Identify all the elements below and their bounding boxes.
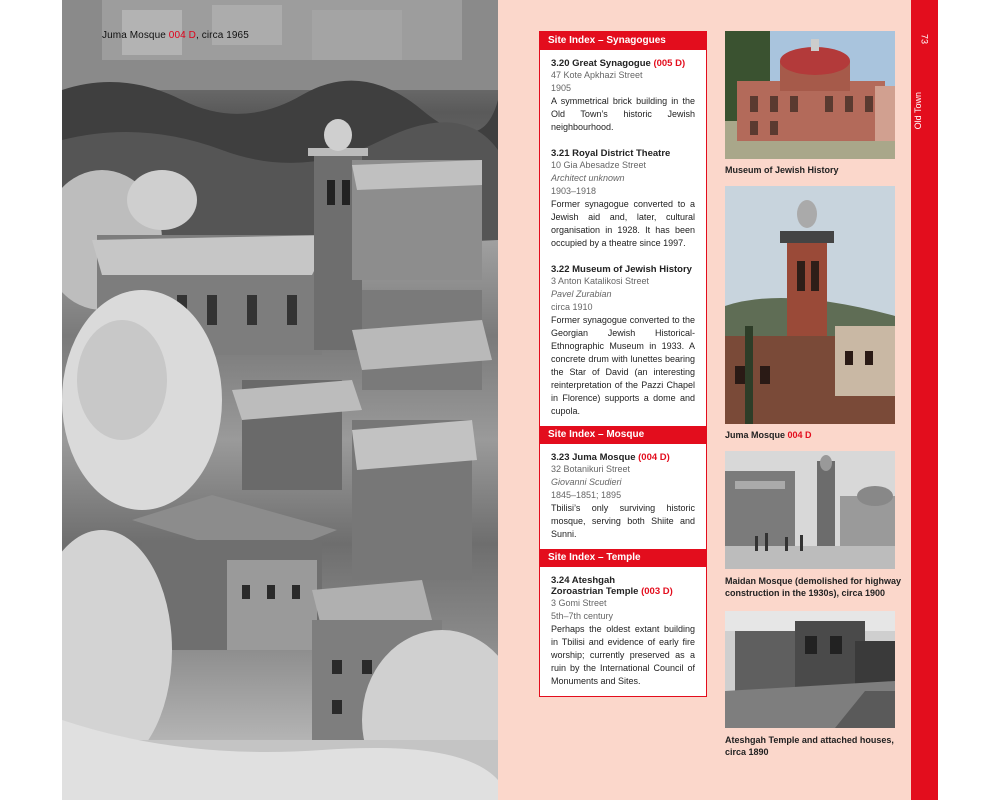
- old-town-photo-art: [62, 0, 498, 800]
- site-index: [539, 31, 707, 697]
- mosque-caption-ref: 004 D: [787, 430, 812, 440]
- index-section-mosque: [540, 444, 706, 549]
- page-number: 73: [919, 33, 930, 44]
- entry-description: Former synagogue converted to a Jewish aid and, later, cultural organisation in 1928. It has been occupied by a theatre since 1997.: [551, 199, 695, 248]
- entry-description: Former synagogue converted to the Georgian Jewish Historical-Ethnographic Museum in 1933. A concrete drum with lunettes bearing the Star of David (an interesting reinterpretation of the Pazzi Chapel in Florence) supports a dome and cupola.: [551, 315, 695, 416]
- entry-title: 3.24 Ateshgah: [551, 575, 616, 586]
- entry-year: 1845–1851; 1895: [551, 490, 622, 500]
- entry-description: Perhaps the oldest extant building in Tbilisi and evidence of early fire worship; currently preserved as a ruin by the International Council of Monuments and Sites.: [551, 624, 695, 686]
- photo-caption: [102, 30, 249, 41]
- entry-title: 3.20 Great Synagogue: [551, 58, 654, 69]
- entry-ref: (004 D): [638, 452, 670, 463]
- maidan-mosque-photo: [725, 451, 895, 569]
- entry-architect: Pavel Zurabian: [551, 289, 612, 299]
- entry-year: 1905: [551, 83, 572, 93]
- index-header-synagogues: Site Index – Synagogues: [540, 32, 706, 50]
- museum-photo: [725, 31, 895, 159]
- maidan-caption: Maidan Mosque (demolished for highway construction in the 1930s), circa 1900: [725, 576, 902, 598]
- entry-architect: Giovanni Scudieri: [551, 477, 622, 487]
- index-entry: [551, 452, 695, 541]
- mosque-caption-title: Juma Mosque: [725, 430, 788, 440]
- mosque-caption: [725, 429, 900, 441]
- entry-description: A symmetrical brick building in the Old Town’s historic Jewish neighbourhood.: [551, 96, 695, 132]
- entry-address: 47 Kote Apkhazi Street: [551, 70, 643, 80]
- index-entry: [551, 264, 695, 418]
- mosque-photo: [725, 186, 895, 424]
- caption-title: Juma Mosque: [102, 30, 169, 41]
- entry-ref: (003 D): [641, 586, 673, 597]
- entry-address: 3 Gomi Street: [551, 598, 607, 608]
- caption-ref: 004 D: [168, 30, 196, 41]
- index-entry: [551, 58, 695, 134]
- museum-caption: Museum of Jewish History: [725, 165, 839, 175]
- entry-address: 32 Botanikuri Street: [551, 464, 631, 474]
- entry-title: 3.23 Juma Mosque: [551, 452, 639, 463]
- entry-ref: (005 D): [653, 58, 686, 69]
- old-town-photo: [62, 0, 498, 800]
- section-label: Old Town: [913, 92, 923, 130]
- right-margin: [938, 0, 1000, 800]
- entry-year: 1903–1918: [551, 186, 597, 196]
- index-entry: [551, 575, 695, 688]
- index-section-synagogues: [540, 50, 706, 426]
- index-entry: [551, 148, 695, 250]
- index-section-temple: [540, 567, 706, 696]
- entry-title: 3.21 Royal District Theatre: [551, 148, 671, 159]
- index-header-temple: Site Index – Temple: [540, 549, 706, 567]
- caption-tail: , circa 1965: [195, 30, 249, 41]
- ateshgah-caption: Ateshgah Temple and attached houses, circa 1890: [725, 735, 894, 757]
- entry-year: circa 1910: [551, 302, 593, 312]
- entry-description: Tbilisi’s only surviving historic mosque, serving both Shiite and Sunni.: [551, 503, 695, 539]
- section-sidebar: [911, 0, 938, 800]
- entry-address: 3 Anton Katalikosi Street: [551, 276, 650, 286]
- index-header-mosque: Site Index – Mosque: [540, 426, 706, 444]
- entry-year: 5th–7th century: [551, 611, 614, 621]
- ateshgah-photo: [725, 611, 895, 728]
- entry-architect: Architect unknown: [551, 173, 625, 183]
- index-box: [539, 31, 707, 697]
- entry-title: 3.22 Museum of Jewish History: [551, 264, 692, 275]
- entry-title-line2: Zoroastrian Temple: [551, 586, 642, 597]
- entry-address: 10 Gia Abesadze Street: [551, 160, 647, 170]
